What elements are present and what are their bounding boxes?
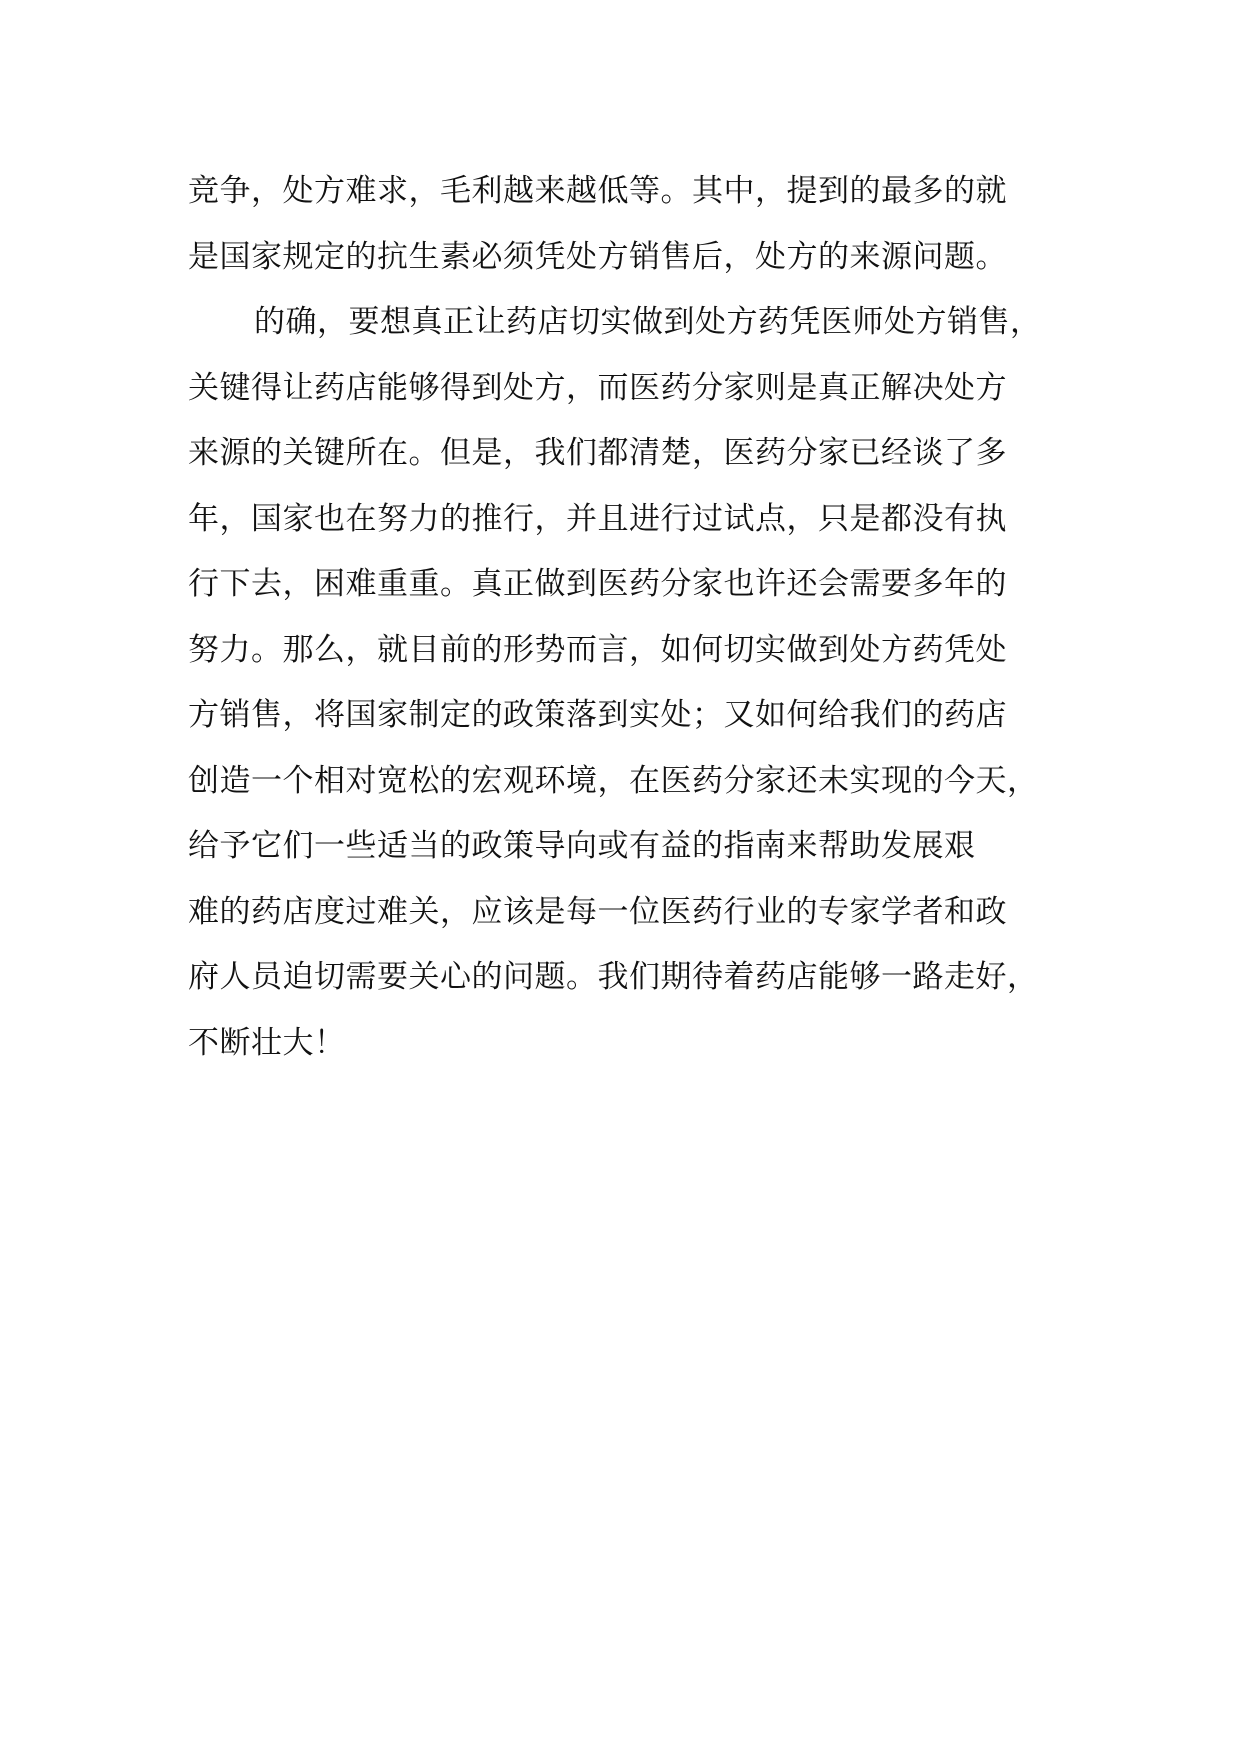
body-text: [188, 159, 1068, 1076]
text-line: 是国家规定的抗生素必须凭处方销售后，处方的来源问题。: [188, 238, 1007, 275]
text-line: 难的药店度过难关，应该是每一位医药行业的专家学者和政: [188, 893, 1007, 930]
text-line: 不断壮大！: [188, 1024, 346, 1061]
text-line: 年，国家也在努力的推行，并且进行过试点，只是都没有执: [188, 500, 1007, 537]
text-line: 方销售，将国家制定的政策落到实处；又如何给我们的药店: [188, 697, 1007, 733]
text-line: 行下去，困难重重。真正做到医药分家也许还会需要多年的: [188, 566, 1007, 602]
text-line: 给予它们一些适当的政策导向或有益的指南来帮助发展艰: [188, 828, 976, 864]
text-line: 来源的关键所在。但是，我们都清楚，医药分家已经谈了多: [188, 435, 1007, 471]
paragraph-first-line: 的确，要想真正让药店切实做到处方药凭医师处方销售，: [254, 304, 1042, 340]
text-line: 府人员迫切需要关心的问题。我们期待着药店能够一路走好，: [188, 959, 1039, 995]
text-line: 努力。那么，就目前的形势而言，如何切实做到处方药凭处: [188, 631, 1007, 668]
text-line: 竞争，处方难求，毛利越来越低等。其中，提到的最多的就: [188, 173, 1007, 209]
text-line: 关键得让药店能够得到处方，而医药分家则是真正解决处方: [188, 369, 1007, 406]
text-line: 创造一个相对宽松的宏观环境，在医药分家还未实现的今天，: [188, 762, 1039, 799]
